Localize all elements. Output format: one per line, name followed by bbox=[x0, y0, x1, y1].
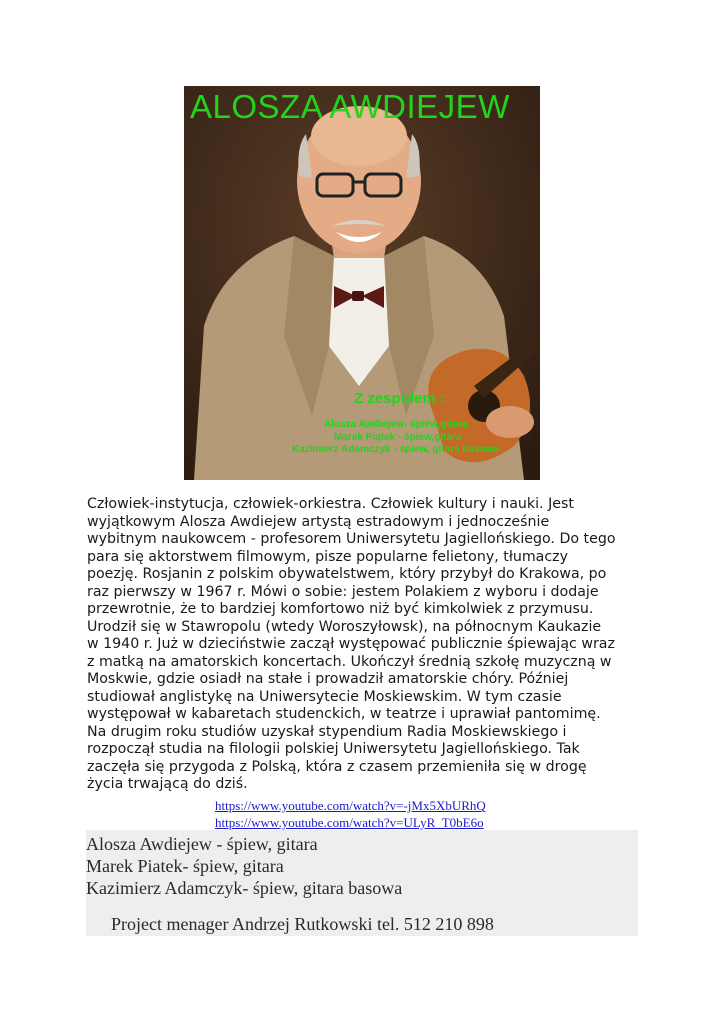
bio-line: z matką na amatorskich koncertach. Ukończył średnią szkołę muzyczną w bbox=[87, 653, 612, 670]
poster-image bbox=[184, 86, 540, 480]
member-line: Alosza Awdiejew - śpiew, gitara bbox=[86, 834, 318, 854]
member-line: Kazimierz Adamczyk- śpiew, gitara basowa bbox=[86, 878, 403, 898]
bio-line: Urodził się w Stawropolu (wtedy Woroszyłowsk), na północnym Kaukazie bbox=[87, 618, 602, 635]
bio-line: raz pierwszy w 1967 r. Mówi o sobie: jestem Polakiem z wyboru i dodaje bbox=[87, 583, 599, 600]
bio-line: wybitnym naukowcem - profesorem Uniwersytetu Jagiellońskiego. Do tego bbox=[87, 531, 616, 547]
biography-text bbox=[87, 496, 647, 794]
poster-title: ALOSZA AWDIEJEW bbox=[190, 88, 510, 125]
bio-line: rozpoczął studia na filologii polskiej Uniwersytetu Jagiellońskiego. Tak bbox=[87, 741, 580, 757]
bio-line: występował w kabaretach studenckich, w teatrze i uprawiał pantomimę. bbox=[87, 706, 601, 722]
bio-line: Człowiek-instytucja, człowiek-orkiestra. Człowiek kultury i nauki. Jest bbox=[87, 496, 574, 512]
bio-line: wyjątkowym Alosza Awdiejew artystą estradowym i jednocześnie bbox=[87, 513, 550, 530]
bio-line: przewrotnie, że to bardziej komfortowo niż być kimkolwiek z przymusu. bbox=[87, 601, 594, 617]
member-line: Marek Piatek- śpiew, gitara bbox=[86, 856, 284, 876]
bio-line: zaczęła się przygoda z Polską, która z czasem przemieniła się w drogę bbox=[87, 758, 587, 775]
poster-ensemble-line: Kazimierz Adamczyk - śpiew, gitara basowa bbox=[292, 444, 500, 455]
bio-line: w 1940 r. Już w dzieciństwie zaczął występować publicznie śpiewając wraz bbox=[87, 636, 615, 652]
ensemble-info-box bbox=[86, 830, 638, 936]
bio-line: para się aktorstwem filmowym, pisze popularne felietony, tłumaczy bbox=[87, 548, 569, 565]
bio-line: Moskwie, gdzie osiadł na stałe i prowadził amatorskie chóry. Później bbox=[87, 671, 569, 687]
bio-line: poezję. Rosjanin z polskim obywatelstwem, który przybył do Krakowa, po bbox=[87, 566, 607, 582]
poster-ensemble-heading: Z zespołem : bbox=[354, 390, 445, 407]
bio-line: Na drugim roku studiów uzyskał stypendium Radia Moskiewskiego i bbox=[87, 723, 567, 740]
youtube-link-1[interactable]: https://www.youtube.com/watch?v=-jMx5XbURhQ bbox=[215, 798, 486, 813]
poster-ensemble-line: Marek Piątek - śpiew,gitara bbox=[334, 432, 462, 443]
bio-line: życia trwającą do dziś. bbox=[87, 776, 248, 792]
bio-line: studiował anglistykę na Uniwersytecie Moskiewskim. W tym czasie bbox=[87, 688, 562, 705]
poster-ensemble-line: Alosza Awdiejew- śpiew,gitara bbox=[324, 419, 468, 430]
youtube-link-2[interactable]: https://www.youtube.com/watch?v=ULyR_T0bE6o bbox=[215, 815, 484, 830]
project-manager-contact: Project menager Andrzej Rutkowski tel. 512 210 898 bbox=[111, 914, 494, 934]
